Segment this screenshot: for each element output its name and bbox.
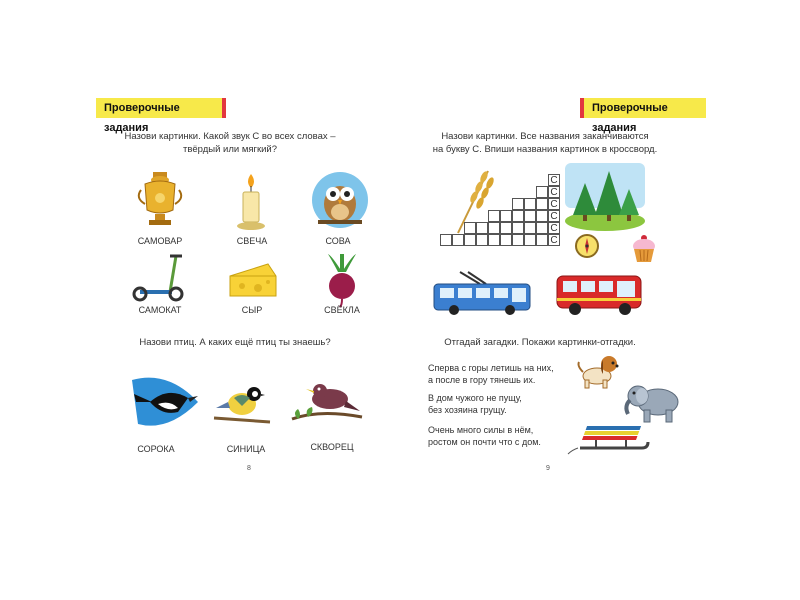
riddle-sled-line-2: а после в гору тянешь их. xyxy=(428,375,536,385)
left-section-banner: Проверочные задания xyxy=(96,98,226,118)
crossword-cell[interactable] xyxy=(440,234,452,246)
crossword-cell[interactable] xyxy=(464,234,476,246)
crossword-cell[interactable] xyxy=(476,234,488,246)
crossword-cell[interactable] xyxy=(512,198,524,210)
starling-picture xyxy=(290,375,365,430)
crossword-cell[interactable] xyxy=(452,234,464,246)
riddle-elephant-line-1: Очень много силы в нём, xyxy=(428,425,534,435)
word-cheese: СЫР xyxy=(241,305,263,315)
word-scooter: САМОКАТ xyxy=(138,305,182,315)
crossword-cell[interactable] xyxy=(536,234,548,246)
left-instruction-1-line-1: Назови картинки. Какой звук С во всех словах – xyxy=(124,131,336,142)
word-samovar: САМОВАР xyxy=(137,236,183,246)
crossword-cell[interactable] xyxy=(536,186,548,198)
crossword-letter-cell: С xyxy=(548,186,560,198)
dog-picture xyxy=(575,352,620,390)
magpie-picture xyxy=(128,372,203,432)
crossword-letter-cell: С xyxy=(548,198,560,210)
riddle-sled-line-1: Сперва с горы летишь на них, xyxy=(428,363,554,373)
crossword-cell[interactable] xyxy=(524,198,536,210)
crossword-cell[interactable] xyxy=(536,210,548,222)
right-instruction-1 xyxy=(415,130,675,156)
crossword-cell[interactable] xyxy=(536,222,548,234)
crossword-letter-cell: С xyxy=(548,222,560,234)
crossword-cell[interactable] xyxy=(500,222,512,234)
crossword-cell[interactable] xyxy=(488,210,500,222)
crossword-cell[interactable] xyxy=(524,234,536,246)
riddle-elephant-line-2: ростом он почти что с дом. xyxy=(428,437,541,447)
right-instruction-2: Отгадай загадки. Покажи картинки-отгадки. xyxy=(444,337,636,348)
right-page-number: 9 xyxy=(546,465,550,472)
crossword-cell[interactable] xyxy=(524,210,536,222)
riddle-sled xyxy=(428,362,554,386)
riddle-dog-line-1: В дом чужого не пущу, xyxy=(428,393,522,403)
samovar-picture xyxy=(135,170,185,230)
crossword-cell[interactable] xyxy=(512,234,524,246)
word-owl: СОВА xyxy=(325,236,351,246)
crossword-cell[interactable] xyxy=(500,210,512,222)
crossword-cell[interactable] xyxy=(536,198,548,210)
owl-picture xyxy=(310,170,370,230)
crossword-cell[interactable] xyxy=(488,222,500,234)
crossword-letter-cell: С xyxy=(548,234,560,246)
right-instruction-1-line-2: на букву С. Впиши названия картинок в кроссворд. xyxy=(432,144,658,155)
candle-picture xyxy=(231,172,271,232)
crossword-letter-cell: С xyxy=(548,210,560,222)
cupcake-picture xyxy=(631,233,657,263)
beet-picture xyxy=(322,252,362,307)
riddle-dog-line-2: без хозяина грущу. xyxy=(428,405,507,415)
bird-magpie: СОРОКА xyxy=(137,444,175,454)
right-instruction-1-line-1: Назови картинки. Все названия заканчиваются xyxy=(441,131,649,142)
crossword-cell[interactable] xyxy=(488,234,500,246)
crossword-letter-cell: С xyxy=(548,174,560,186)
word-beet: СВЁКЛА xyxy=(324,305,360,315)
bird-starling: СКВОРЕЦ xyxy=(310,442,354,452)
crossword-cell[interactable] xyxy=(476,222,488,234)
trolleybus-picture xyxy=(430,270,535,318)
crossword-cell[interactable] xyxy=(524,222,536,234)
crossword-grid xyxy=(430,174,560,252)
word-candle: СВЕЧА xyxy=(236,236,268,246)
riddle-elephant xyxy=(428,424,541,448)
tit-picture xyxy=(212,378,272,428)
crossword-cell[interactable] xyxy=(500,234,512,246)
left-instruction-2: Назови птиц. А каких ещё птиц ты знаешь? xyxy=(139,337,331,348)
right-section-banner: Проверочные задания xyxy=(580,98,706,118)
sled-picture xyxy=(566,418,651,458)
riddle-dog xyxy=(428,392,522,416)
cheese-picture xyxy=(228,260,278,300)
compass-picture xyxy=(574,233,600,259)
scooter-picture xyxy=(130,252,190,302)
forest-picture xyxy=(565,163,645,228)
bird-tit: СИНИЦА xyxy=(226,444,266,454)
bus-picture xyxy=(555,272,645,317)
left-instruction-1 xyxy=(120,130,340,156)
crossword-cell[interactable] xyxy=(512,222,524,234)
left-instruction-1-line-2: твёрдый или мягкий? xyxy=(182,144,278,155)
crossword-cell[interactable] xyxy=(512,210,524,222)
crossword-cell[interactable] xyxy=(464,222,476,234)
left-page-number: 8 xyxy=(247,465,251,472)
